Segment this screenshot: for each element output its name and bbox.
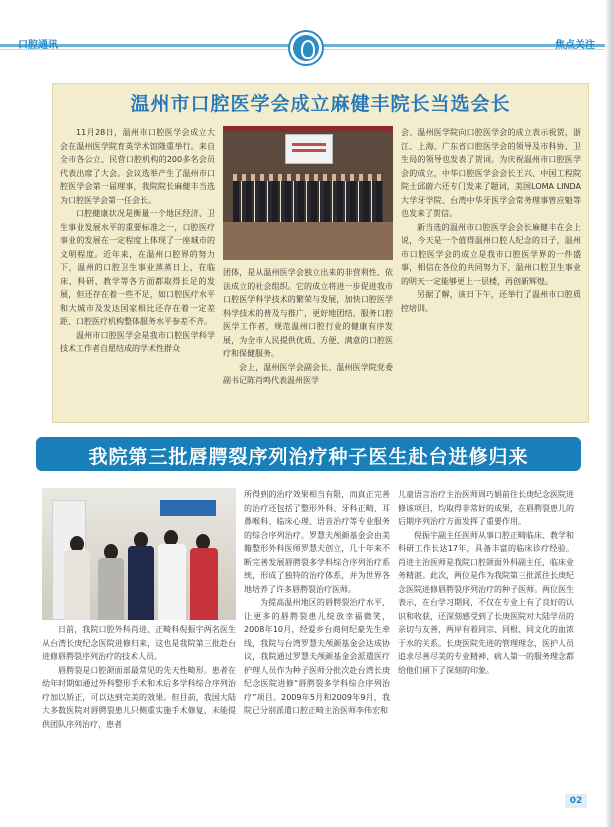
paragraph: 日前，我院口腔外科肖进、正畸科倪振宇两名医生从台湾长庚纪念医院进修归来，这也是我院第三批赴台进修唇腭裂序列治疗的技术人员。 bbox=[42, 625, 236, 661]
article2-column-2 bbox=[244, 488, 390, 718]
page-number: 02 bbox=[565, 794, 587, 808]
article1-title: 温州市口腔医学会成立麻健丰院长当选会长 bbox=[130, 93, 511, 115]
tooth-emblem-icon bbox=[288, 30, 324, 66]
article2-title: 我院第三批唇腭裂序列治疗种子医生赴台进修归来 bbox=[88, 446, 529, 468]
paragraph: 所得到的治疗效果相当有限，而真正完善的治疗还包括了整形外科、牙科正畸、耳鼻喉科、临床心理、语音治疗等专业服务的综合序列治疗。罗慧夫颅颜基金会由美籍整形外科医师罗慧夫创立，几十年来不断完善发展唇腭裂多学科综合序列治疗系统，形成了独特的治疗体系，并为世界各地培养了许多唇腭裂治疗医师。 bbox=[244, 490, 390, 594]
article1-column-1 bbox=[60, 126, 215, 356]
paragraph: 会、温州医学院向口腔医学会的成立表示祝贺，浙江、上海、广东省口腔医学会的领导及市科协、卫生局的领导也发表了贺词。为庆祝温州市口腔医学会的成立，中华口腔医学会会长王兴、中国工程院院士邱蔚六还专门发来了题词，美国LOMA LINDA大学牙学院、台湾中华牙医学会常务理事曾应魁等也发来了贺信。 bbox=[401, 128, 581, 218]
paragraph: 11月28日，温州市口腔医学会成立大会在温州医学院育英学术馆隆重举行。来自全市各公立、民营口腔机构的200多名会员代表出席了大会。会议选举产生了温州市口腔医学会第一届理事，我院院长麻健丰当选为口腔医学会第一任会长。 bbox=[60, 128, 215, 205]
article2-column-1 bbox=[42, 623, 236, 731]
section-label-left: 口腔通讯 bbox=[18, 40, 58, 51]
paragraph: 口腔健康状况是衡量一个地区经济、卫生事业发展水平的重要标准之一，口腔医疗事业的发展在一定程度上体现了一座城市的文明程度。近年来，在温州口腔界的努力下，温州的口腔卫生事业蒸蒸日上，在临床、科研、教学等各方面都取得长足的发展，但还存在着一些不足，如口腔医疗水平和大城市及发达国家相比还存在着一定差距、口腔医疗机构整体服务水平参差不齐。 bbox=[60, 209, 215, 326]
page-header bbox=[0, 0, 613, 64]
article1-column-2 bbox=[223, 266, 393, 388]
article1-column-3 bbox=[401, 126, 581, 315]
paragraph: 儿童语言治疗主治医师周巧娟前往长庚纪念医院进修该项目，均取得非常好的成果，在唇腭裂患儿的后期序列治疗方面发挥了重要作用。 bbox=[398, 490, 574, 526]
conference-group-photo bbox=[223, 126, 393, 260]
paragraph: 团体，是从温州医学会独立出来的非营利性、依法成立的社会组织。它的成立将进一步促进我市口腔医学科学技术的繁荣与发展，加快口腔医学科学技术的普及与推广，更好地团结、服务口腔医学工作者，规范温州口腔行业的健康有序发展，为全市人民提供优质、方便、满意的口腔医疗和保健服务。 bbox=[223, 268, 393, 358]
paragraph: 新当选的温州市口腔医学会会长麻健丰在会上说，今天是一个值得温州口腔人纪念的日子，温州市口腔医学会的成立是我市口腔医学界的一件盛事，相信在各位的共同努力下，温州口腔卫生事业的明天一定能够更上一层楼，再创新辉煌。 bbox=[401, 222, 581, 286]
article2-column-3 bbox=[398, 488, 574, 677]
paragraph: 为提高温州地区的唇腭裂治疗水平，让更多的唇腭裂患儿绽放幸福微笑，2008年10月，经爱乡台商何纪豪先生牵线，我院与台湾罗慧夫颅颜基金会达成协议，我院通过罗慧夫颅颜基金会派遣医疗护理人员作为种子医师分批次赴台湾长庚纪念医院进修“唇腭裂多学科综合序列治疗”项目。2009年5月和2009年9月，我院已分别派遣口腔正畸主治医师李伟宏和 bbox=[244, 598, 390, 715]
paragraph: 会上，温州医学会副会长、温州医学院党委副书记陈肖鸣代表温州医学 bbox=[223, 362, 393, 385]
paragraph: 温州市口腔医学会是我市口腔医学科学技术工作者自愿结成的学术性群众 bbox=[60, 330, 215, 353]
paragraph: 倪振宇副主任医师从事口腔正畸临床、教学和科研工作长达17年，具备丰富的临床诊疗经验。肖进主治医师是我院口腔颌面外科副主任，临床业务精湛。此次，两位是作为我院第三批派往长庚纪念医院进修唇腭裂序列治疗的种子医师。两位医生表示，在台学习期间，不仅在专业上有了良好的认识和收获，还深刻感受到了长庚医院对大陆学员的亲切与友善，两岸有着同宗、同根、同文化的血浓于水的关系。长庚医院先进的管理理念，医护人员追求尽善尽美的专业精神、病人第一的服务理念都给他们留下了深刻的印象。 bbox=[398, 530, 574, 675]
section-label-right: 焦点关注 bbox=[555, 40, 595, 51]
paragraph: 另据了解，该日下午，还举行了温州市口腔质控培训。 bbox=[401, 290, 581, 313]
doctors-group-photo bbox=[42, 488, 236, 620]
page-edge-shadow bbox=[605, 0, 613, 827]
paragraph: 唇腭裂是口腔颌面部最常见的先天性畸形。患者在幼年时期如通过外科整形手术和术后多学科综合序列治疗加以矫正，可以达到完美的效果。但目前，我国大陆大多数医院对唇腭裂患儿只侧重实施手术修复，未能提供团队序列治疗，患者 bbox=[42, 665, 236, 729]
